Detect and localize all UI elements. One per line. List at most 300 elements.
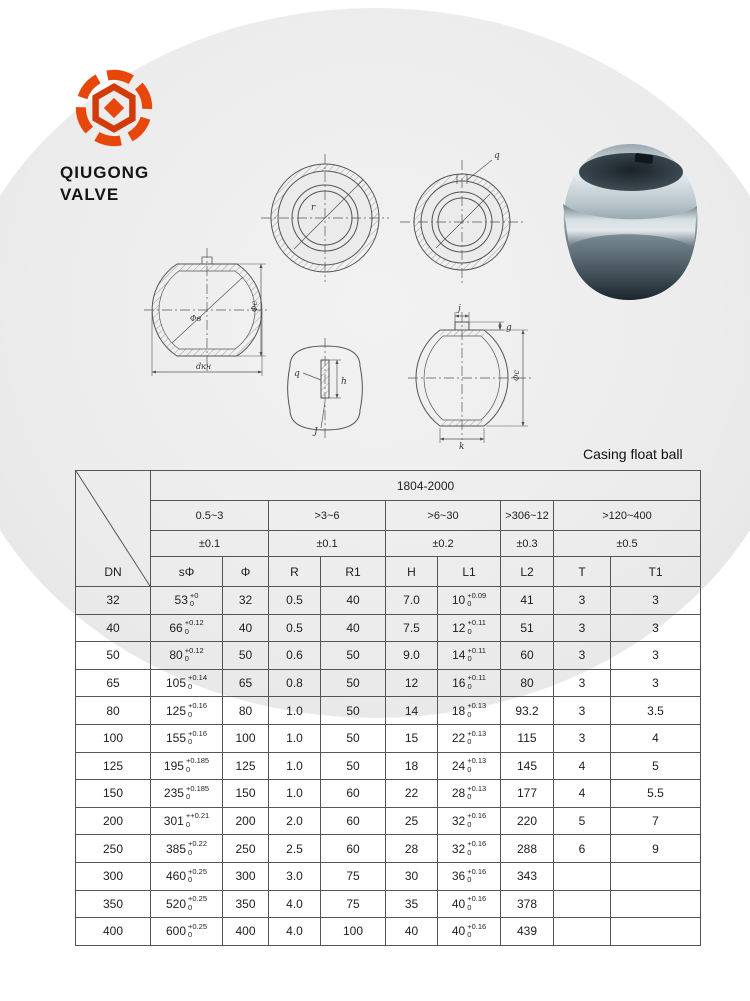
cell-l2: 145 (501, 752, 554, 780)
tolerance-upper: +0.09 (467, 590, 487, 600)
tolerance-value (452, 730, 486, 747)
cell-h: 12 (386, 669, 438, 697)
tolerance-stack (467, 785, 486, 802)
cell-phi: 150 (223, 780, 269, 808)
cell-dn: 80 (76, 697, 151, 725)
cell-t: 5 (554, 807, 611, 835)
cell-sphi (151, 918, 223, 946)
cell-r: 1.0 (269, 752, 321, 780)
tolerance-cell: ±0.3 (501, 531, 554, 557)
cell-r1: 100 (321, 918, 386, 946)
cell-l1 (438, 752, 501, 780)
cell-t: 3 (554, 642, 611, 670)
cell-r: 2.0 (269, 807, 321, 835)
tolerance-lower: 0 (467, 764, 472, 774)
label-j-plug: J (314, 427, 318, 437)
cell-t1: 7 (611, 807, 701, 835)
tolerance-stack (467, 619, 485, 636)
tolerance-upper: +0.13 (467, 701, 487, 711)
column-header: L2 (501, 557, 554, 587)
tolerance-stack (188, 895, 207, 912)
table-title: 1804-2000 (151, 471, 701, 501)
tolerance-value (164, 757, 209, 774)
brand-logo (60, 62, 200, 206)
tolerance-upper: +0.13 (467, 783, 487, 793)
cell-h: 18 (386, 752, 438, 780)
cell-r1: 50 (321, 724, 386, 752)
cell-l2: 80 (501, 669, 554, 697)
cell-t: 4 (554, 780, 611, 808)
product-photo-ball (545, 130, 715, 310)
column-header: sΦ (151, 557, 223, 587)
tolerance-lower: 0 (467, 682, 472, 692)
cell-dn: 150 (76, 780, 151, 808)
cell-l1 (438, 724, 501, 752)
drawing-plug-slot (288, 338, 363, 438)
tolerance-value (452, 923, 486, 940)
tolerance-stack (188, 702, 207, 719)
cell-r: 4.0 (269, 918, 321, 946)
cell-dn: 50 (76, 642, 151, 670)
tolerance-value (452, 812, 486, 829)
cell-phi: 350 (223, 890, 269, 918)
label-r: r (311, 203, 316, 213)
cell-phi: 300 (223, 862, 269, 890)
base-value: 36 (451, 869, 466, 884)
brand-name-line1: QIUGONG (60, 163, 150, 182)
cell-r: 0.8 (269, 669, 321, 697)
tolerance-stack (190, 592, 199, 609)
base-value: 32 (451, 841, 466, 856)
tolerance-upper: +0.185 (185, 783, 210, 793)
cell-l1 (438, 918, 501, 946)
tolerance-stack (186, 812, 209, 829)
tolerance-lower: 0 (184, 654, 189, 664)
cell-r1: 50 (321, 752, 386, 780)
tolerance-lower: 0 (467, 847, 472, 857)
tolerance-value (452, 619, 486, 636)
cell-r1: 75 (321, 862, 386, 890)
cell-l2: 115 (501, 724, 554, 752)
cell-sphi (151, 862, 223, 890)
tolerance-stack (467, 647, 485, 664)
tolerance-lower: 0 (467, 654, 472, 664)
tolerance-lower: 0 (467, 709, 472, 719)
tolerance-value (166, 702, 207, 719)
table-row (76, 724, 701, 752)
base-value: 155 (165, 731, 187, 746)
tolerance-value (166, 895, 207, 912)
tolerance-upper: +0.16 (467, 839, 487, 849)
cell-l1 (438, 780, 501, 808)
cell-dn: 125 (76, 752, 151, 780)
cell-t1 (611, 890, 701, 918)
cell-sphi (151, 807, 223, 835)
range-cell: >3~6 (269, 501, 386, 531)
tolerance-value (452, 757, 486, 774)
cell-h: 14 (386, 697, 438, 725)
cell-dn: 300 (76, 862, 151, 890)
label-q-plug: q (294, 369, 300, 379)
spec-table (75, 470, 701, 946)
base-value: 235 (163, 786, 184, 801)
brand-name-line2: VALVE (60, 185, 120, 205)
cell-t1: 3 (611, 642, 701, 670)
base-value: 24 (451, 758, 466, 773)
tolerance-stack (188, 868, 207, 885)
cell-t: 3 (554, 614, 611, 642)
cell-dn: 40 (76, 614, 151, 642)
tolerance-lower: 0 (467, 599, 472, 609)
tolerance-cell: ±0.2 (386, 531, 501, 557)
cell-sphi (151, 724, 223, 752)
cell-l2: 220 (501, 807, 554, 835)
cell-sphi (151, 890, 223, 918)
label-q-top: q (494, 151, 500, 161)
brand-name (60, 162, 200, 206)
base-value: 195 (163, 758, 184, 773)
cell-h: 28 (386, 835, 438, 863)
tolerance-upper: +0.11 (467, 673, 486, 683)
cell-t1 (611, 862, 701, 890)
base-value: 105 (165, 676, 187, 691)
tolerance-value (164, 785, 209, 802)
tolerance-upper: +0.16 (188, 701, 207, 711)
cell-h: 7.5 (386, 614, 438, 642)
tolerance-value (452, 785, 486, 802)
cell-t: 3 (554, 587, 611, 615)
column-header: L1 (438, 557, 501, 587)
cell-r1: 40 (321, 614, 386, 642)
cell-phi: 125 (223, 752, 269, 780)
label-phi-c-right: Φc (512, 369, 521, 381)
tolerance-upper: +0.25 (188, 921, 207, 931)
tolerance-lower: 0 (467, 930, 472, 940)
column-header: R1 (321, 557, 386, 587)
tolerance-upper: +0.185 (185, 756, 210, 766)
table-row (76, 862, 701, 890)
cell-h: 35 (386, 890, 438, 918)
cell-dn: 65 (76, 669, 151, 697)
cell-r: 3.0 (269, 862, 321, 890)
tolerance-upper: +0.22 (188, 839, 207, 849)
column-header: T1 (611, 557, 701, 587)
cell-l1 (438, 614, 501, 642)
drawing-ring-notched (400, 160, 524, 284)
tolerance-upper: +0.11 (467, 618, 486, 628)
base-value: 80 (169, 648, 183, 663)
cell-r1: 60 (321, 807, 386, 835)
tolerance-lower: 0 (188, 875, 193, 885)
cell-l2: 60 (501, 642, 554, 670)
cell-phi: 65 (223, 669, 269, 697)
label-phi-b: Φв (190, 314, 202, 323)
table-row (76, 807, 701, 835)
cell-t1: 3 (611, 669, 701, 697)
table-row (76, 642, 701, 670)
base-value: 32 (451, 814, 466, 829)
tolerance-cell: ±0.1 (269, 531, 386, 557)
tolerance-upper: +0.16 (467, 921, 487, 931)
tolerance-lower: 0 (467, 875, 472, 885)
label-phi-c-left: Φc (250, 300, 259, 312)
cell-h: 22 (386, 780, 438, 808)
page-title: Casing float ball (583, 446, 683, 462)
range-cell: 0.5~3 (151, 501, 269, 531)
tolerance-lower: 0 (185, 764, 191, 774)
base-value: 40 (451, 896, 466, 911)
base-value: 460 (165, 869, 187, 884)
tolerance-stack (188, 840, 207, 857)
tolerance-value (169, 619, 203, 636)
base-value: 40 (451, 924, 466, 939)
tolerance-value (166, 730, 207, 747)
base-value: 10 (451, 593, 466, 608)
label-d-k-n: dкн (196, 362, 212, 371)
table-row (76, 614, 701, 642)
tolerance-stack (467, 868, 486, 885)
cell-t (554, 918, 611, 946)
cell-r: 0.6 (269, 642, 321, 670)
tolerance-upper: +0.11 (467, 645, 486, 655)
label-k: k (459, 442, 465, 450)
cell-sphi (151, 780, 223, 808)
tolerance-stack (467, 592, 486, 609)
cell-t1: 5.5 (611, 780, 701, 808)
table-row (76, 669, 701, 697)
cell-r: 4.0 (269, 890, 321, 918)
cell-r: 0.5 (269, 587, 321, 615)
tolerance-lower: 0 (467, 902, 472, 912)
cell-r: 2.5 (269, 835, 321, 863)
cell-h: 15 (386, 724, 438, 752)
cell-l2: 51 (501, 614, 554, 642)
valve-logo-icon (68, 62, 160, 154)
tolerance-stack (467, 757, 486, 774)
cell-l2: 177 (501, 780, 554, 808)
cell-l2: 378 (501, 890, 554, 918)
header-row-ranges (76, 501, 701, 531)
cell-phi: 100 (223, 724, 269, 752)
technical-drawings (140, 140, 550, 450)
tolerance-stack (467, 730, 486, 747)
cell-l2: 439 (501, 918, 554, 946)
tolerance-lower: 0 (188, 902, 193, 912)
cell-t1: 5 (611, 752, 701, 780)
cell-h: 25 (386, 807, 438, 835)
cell-phi: 250 (223, 835, 269, 863)
cell-dn: 200 (76, 807, 151, 835)
cell-t1 (611, 918, 701, 946)
tolerance-upper: +0 (189, 590, 199, 600)
tolerance-lower: 0 (188, 682, 193, 692)
tolerance-lower: 0 (467, 820, 472, 830)
label-g: g (506, 323, 512, 333)
cell-r: 0.5 (269, 614, 321, 642)
tolerance-lower: 0 (188, 709, 193, 719)
cell-l1 (438, 807, 501, 835)
column-header: R (269, 557, 321, 587)
column-header-dn: DN (104, 565, 122, 579)
table-row (76, 890, 701, 918)
tolerance-upper: +0.16 (467, 894, 487, 904)
cell-phi: 80 (223, 697, 269, 725)
tolerance-upper: +0.13 (467, 756, 487, 766)
cell-r1: 60 (321, 780, 386, 808)
range-cell: >306~12 (501, 501, 554, 531)
cell-r: 1.0 (269, 780, 321, 808)
table-row (76, 697, 701, 725)
base-value: 520 (165, 896, 187, 911)
base-value: 66 (169, 620, 183, 635)
tolerance-value (452, 674, 486, 691)
cell-t: 3 (554, 724, 611, 752)
tolerance-lower: 0 (184, 626, 189, 636)
base-value: 14 (452, 648, 466, 663)
base-value: 18 (451, 703, 466, 718)
cell-l1 (438, 587, 501, 615)
column-header: T (554, 557, 611, 587)
base-value: 600 (165, 924, 187, 939)
cell-h: 30 (386, 862, 438, 890)
cell-t1: 9 (611, 835, 701, 863)
base-value: 385 (165, 841, 187, 856)
base-value: 301 (163, 814, 184, 829)
cell-t1: 3.5 (611, 697, 701, 725)
tolerance-value (452, 868, 486, 885)
tolerance-stack (188, 674, 207, 691)
drawing-ring-front (261, 154, 389, 282)
cell-dn: 350 (76, 890, 151, 918)
tolerance-value (166, 840, 207, 857)
base-value: 125 (165, 703, 187, 718)
cell-t1: 3 (611, 587, 701, 615)
cell-r1: 50 (321, 697, 386, 725)
cell-l1 (438, 862, 501, 890)
tolerance-value (166, 923, 207, 940)
tolerance-lower: 0 (188, 737, 193, 747)
cell-sphi (151, 669, 223, 697)
cell-r1: 40 (321, 587, 386, 615)
label-j-barrel: j (458, 304, 461, 314)
base-value: 22 (451, 731, 466, 746)
header-row-tolerances (76, 531, 701, 557)
table-row (76, 587, 701, 615)
table-row (76, 835, 701, 863)
table-row (76, 752, 701, 780)
column-header: H (386, 557, 438, 587)
tolerance-lower: 0 (185, 820, 190, 830)
tolerance-value (452, 895, 486, 912)
tolerance-lower: 0 (189, 599, 195, 609)
base-value: 16 (452, 676, 466, 691)
spec-table-head (76, 471, 701, 587)
cell-r1: 60 (321, 835, 386, 863)
table-row (76, 918, 701, 946)
tolerance-upper: +0.16 (188, 728, 207, 738)
cell-t: 3 (554, 669, 611, 697)
tolerance-stack (188, 730, 207, 747)
tolerance-stack (467, 702, 486, 719)
cell-sphi (151, 587, 223, 615)
cell-dn: 250 (76, 835, 151, 863)
tolerance-upper: +0.13 (467, 728, 487, 738)
cell-r1: 75 (321, 890, 386, 918)
cell-t1: 3 (611, 614, 701, 642)
range-cell: >120~400 (554, 501, 701, 531)
cell-l2: 343 (501, 862, 554, 890)
tolerance-upper: +0.16 (467, 866, 487, 876)
tolerance-upper: +0.25 (188, 866, 207, 876)
tolerance-upper: +0.12 (184, 618, 204, 628)
cell-l2: 288 (501, 835, 554, 863)
tolerance-lower: 0 (188, 930, 193, 940)
cell-l1 (438, 697, 501, 725)
tolerance-lower: 0 (185, 792, 191, 802)
header-row-columns (76, 557, 701, 587)
cell-phi: 32 (223, 587, 269, 615)
column-header: Φ (223, 557, 269, 587)
dn-header-cell (76, 471, 151, 587)
cell-t: 4 (554, 752, 611, 780)
cell-sphi (151, 697, 223, 725)
tolerance-stack (186, 785, 209, 802)
tolerance-value (452, 840, 486, 857)
cell-dn: 32 (76, 587, 151, 615)
cell-t (554, 890, 611, 918)
range-cell: >6~30 (386, 501, 501, 531)
cell-l2: 93.2 (501, 697, 554, 725)
tolerance-lower: 0 (188, 847, 193, 857)
tolerance-cell: ±0.5 (554, 531, 701, 557)
tolerance-value (452, 647, 486, 664)
tolerance-stack (185, 619, 204, 636)
base-value: 12 (452, 620, 466, 635)
tolerance-lower: 0 (467, 626, 472, 636)
cell-l1 (438, 835, 501, 863)
cell-l1 (438, 890, 501, 918)
tolerance-value (169, 647, 203, 664)
tolerance-stack (467, 895, 486, 912)
cell-r1: 50 (321, 669, 386, 697)
tolerance-cell: ±0.1 (151, 531, 269, 557)
cell-r: 1.0 (269, 697, 321, 725)
tolerance-value (166, 868, 207, 885)
label-h: h (341, 377, 347, 387)
cell-phi: 40 (223, 614, 269, 642)
tolerance-value (175, 592, 199, 609)
cell-r: 1.0 (269, 724, 321, 752)
base-value: 28 (451, 786, 466, 801)
cell-l1 (438, 642, 501, 670)
tolerance-lower: 0 (467, 792, 472, 802)
cell-h: 7.0 (386, 587, 438, 615)
cell-dn: 100 (76, 724, 151, 752)
tolerance-stack (467, 840, 486, 857)
tolerance-stack (467, 923, 486, 940)
tolerance-upper: +0.14 (188, 673, 207, 683)
cell-l2: 41 (501, 587, 554, 615)
base-value: 53 (174, 593, 188, 608)
tolerance-upper: ++0.21 (185, 811, 210, 821)
tolerance-upper: +0.16 (467, 811, 487, 821)
cell-sphi (151, 642, 223, 670)
tolerance-value (166, 674, 207, 691)
tolerance-stack (467, 674, 485, 691)
tolerance-value (164, 812, 209, 829)
cell-h: 40 (386, 918, 438, 946)
tolerance-value (452, 702, 486, 719)
